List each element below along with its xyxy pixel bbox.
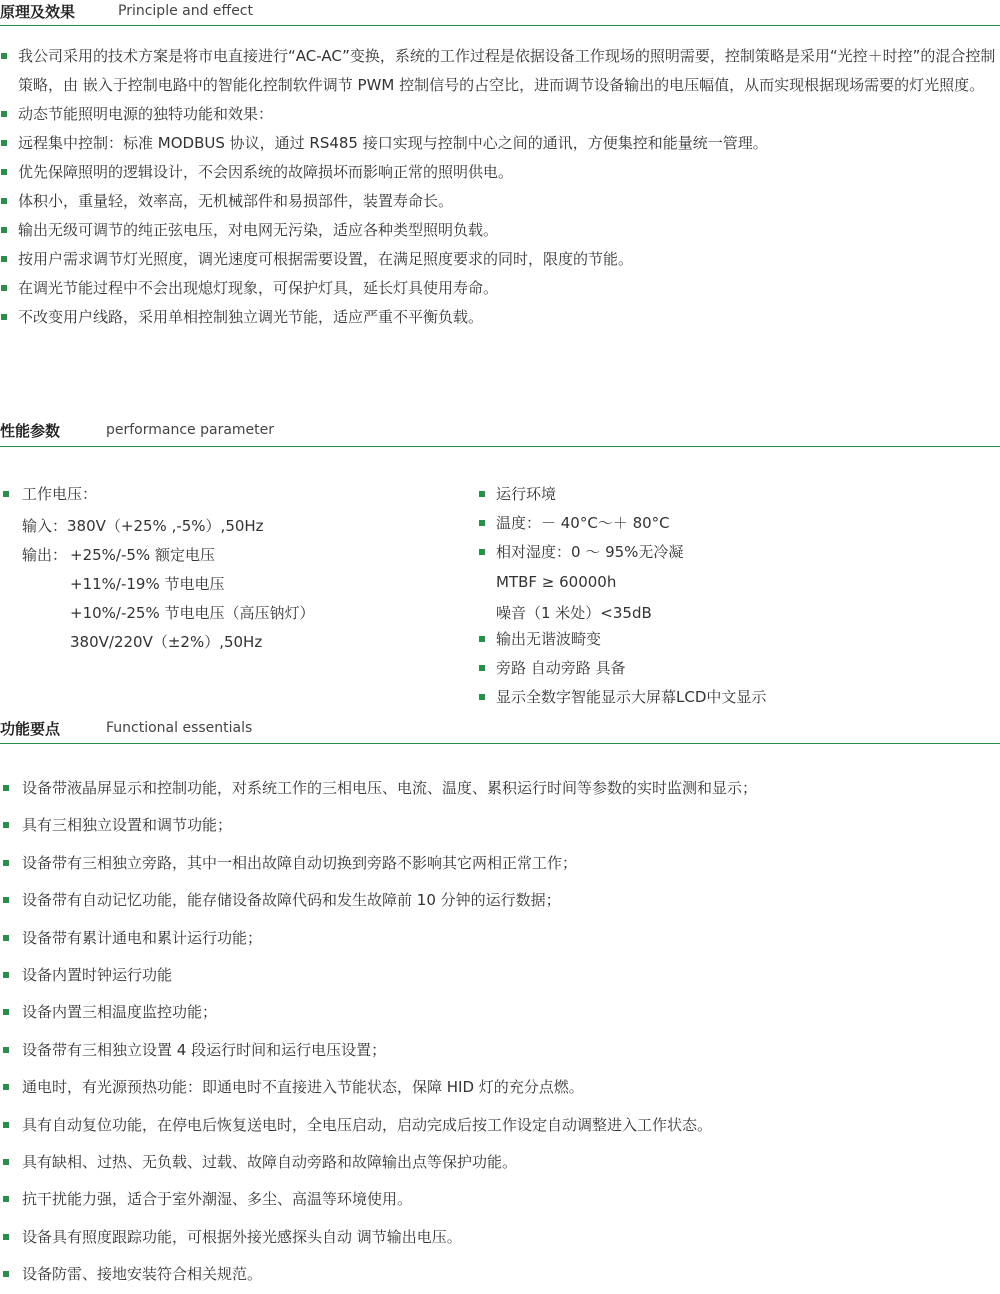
list-item: 具有缺相、过热、无负载、过载、故障自动旁路和故障输出点等保护功能。 xyxy=(0,1144,757,1181)
list-item: 设备带有累计通电和累计运行功能； xyxy=(0,920,757,957)
performance-divider xyxy=(0,446,1000,447)
list-item: 设备内置时钟运行功能 xyxy=(0,957,757,994)
bullet-icon xyxy=(479,491,485,497)
principle-title: 原理及效果 xyxy=(0,3,76,21)
bullet-icon xyxy=(1,53,7,59)
bullet-icon xyxy=(479,520,485,526)
output-line: 380V/220V（±2%）,50Hz xyxy=(70,633,263,651)
functional-list xyxy=(0,770,757,1294)
bullet-icon xyxy=(3,860,9,866)
bullet-icon xyxy=(1,285,7,291)
functional-title: 功能要点 xyxy=(0,720,61,738)
principle-list xyxy=(0,42,1000,332)
bullet-icon xyxy=(479,636,485,642)
bullet-icon xyxy=(1,314,7,320)
bullet-icon xyxy=(479,549,485,555)
bullet-icon xyxy=(3,1196,9,1202)
list-item: 设备防雷、接地安装符合相关规范。 xyxy=(0,1256,757,1293)
bullet-icon xyxy=(3,1084,9,1090)
bullet-icon xyxy=(3,897,9,903)
bullet-icon xyxy=(1,111,7,117)
list-item: 设备带液晶屏显示和控制功能，对系统工作的三相电压、电流、温度、累积运行时间等参数的实时监测和显示； xyxy=(0,770,757,807)
bullet-icon xyxy=(3,1047,9,1053)
bullet-icon xyxy=(3,822,9,828)
principle-header xyxy=(0,1,1000,25)
list-item: 运行环境 xyxy=(478,480,683,509)
principle-title-en: Principle and effect xyxy=(118,3,253,19)
bullet-icon xyxy=(479,665,485,671)
list-item: 通电时，有光源预热功能：即通电时不直接进入节能状态，保障 HID 灯的充分点燃。 xyxy=(0,1069,757,1106)
output-line: +10%/-25% 节电电压（高压钠灯） xyxy=(70,604,315,622)
performance-title: 性能参数 xyxy=(0,422,61,440)
list-item: 输出无谐波畸变 xyxy=(478,625,766,654)
mtbf-spec: MTBF ≥ 60000h xyxy=(496,573,617,591)
bullet-icon xyxy=(3,1009,9,1015)
functional-divider xyxy=(0,743,1000,744)
bullet-icon xyxy=(3,935,9,941)
output-label: 输出： xyxy=(22,546,68,564)
principle-divider xyxy=(0,25,1000,26)
performance-title-en: performance parameter xyxy=(106,422,275,438)
list-item: 抗干扰能力强，适合于室外潮湿、多尘、高温等环境使用。 xyxy=(0,1181,757,1218)
list-item: 输出无级可调节的纯正弦电压，对电网无污染，适应各种类型照明负载。 xyxy=(0,216,1000,245)
bullet-icon xyxy=(1,198,7,204)
input-spec: 输入：380V（+25% ,-5%）,50Hz xyxy=(22,517,264,535)
list-item: 体积小，重量轻，效率高，无机械部件和易损部件，装置寿命长。 xyxy=(0,187,1000,216)
output-line: +11%/-19% 节电电压 xyxy=(70,575,225,593)
noise-spec: 噪音（1 米处）<35dB xyxy=(496,604,652,622)
list-item: 设备带有三相独立设置 4 段运行时间和运行电压设置； xyxy=(0,1032,757,1069)
list-item: 具有自动复位功能，在停电后恢复送电时，全电压启动，启动完成后按工作设定自动调整进入工作状态。 xyxy=(0,1107,757,1144)
list-item: 设备内置三相温度监控功能； xyxy=(0,994,757,1031)
bullet-icon xyxy=(3,972,9,978)
list-item: 具有三相独立设置和调节功能； xyxy=(0,807,757,844)
bullet-icon xyxy=(1,140,7,146)
list-item: 优先保障照明的逻辑设计，不会因系统的故障损坏而影响正常的照明供电。 xyxy=(0,158,1000,187)
list-item: 工作电压： xyxy=(0,480,97,509)
bullet-icon xyxy=(3,1159,9,1165)
list-item: 设备具有照度跟踪功能，可根据外接光感探头自动 调节输出电压。 xyxy=(0,1219,757,1256)
performance-header xyxy=(0,420,1000,444)
list-item: 温度：－ 40°C～＋ 80°C xyxy=(478,509,683,538)
list-item: 旁路 自动旁路 具备 xyxy=(478,654,766,683)
list-item: 相对湿度：0 ～ 95%无冷凝 xyxy=(478,538,683,567)
bullet-icon xyxy=(3,785,9,791)
bullet-icon xyxy=(3,1122,9,1128)
bullet-icon xyxy=(479,694,485,700)
list-item: 不改变用户线路，采用单相控制独立调光节能，适应严重不平衡负载。 xyxy=(0,303,1000,332)
bullet-icon xyxy=(1,227,7,233)
functional-header xyxy=(0,718,1000,742)
functional-title-en: Functional essentials xyxy=(106,720,253,736)
output-line: +25%/-5% 额定电压 xyxy=(70,546,215,564)
list-item: 显示全数字智能显示大屏幕LCD中文显示 xyxy=(478,683,766,712)
list-item: 我公司采用的技术方案是将市电直接进行“AC-AC”变换，系统的工作过程是依据设备工作现场的照明需要，控制策略是采用“光控＋时控”的混合控制策略，由 嵌入于控制电路中的智能化控制软件调节 PWM 控制信号的占空比，进而调节设备输出的电压幅值，从而实现根据现场需要的灯光照度。 xyxy=(0,42,1000,100)
list-item: 按用户需求调节灯光照度，调光速度可根据需要设置，在满足照度要求的同时，限度的节能。 xyxy=(0,245,1000,274)
bullet-icon xyxy=(3,1234,9,1240)
bullet-icon xyxy=(1,169,7,175)
list-item: 设备带有自动记忆功能，能存储设备故障代码和发生故障前 10 分钟的运行数据； xyxy=(0,882,757,919)
bullet-icon xyxy=(1,256,7,262)
bullet-icon xyxy=(3,491,9,497)
list-item: 在调光节能过程中不会出现熄灯现象，可保护灯具，延长灯具使用寿命。 xyxy=(0,274,1000,303)
list-item: 远程集中控制：标准 MODBUS 协议，通过 RS485 接口实现与控制中心之间的通讯，方便集控和能量统一管理。 xyxy=(0,129,1000,158)
list-item: 设备带有三相独立旁路，其中一相出故障自动切换到旁路不影响其它两相正常工作； xyxy=(0,845,757,882)
bullet-icon xyxy=(3,1271,9,1277)
list-item: 动态节能照明电源的独特功能和效果： xyxy=(0,100,1000,129)
